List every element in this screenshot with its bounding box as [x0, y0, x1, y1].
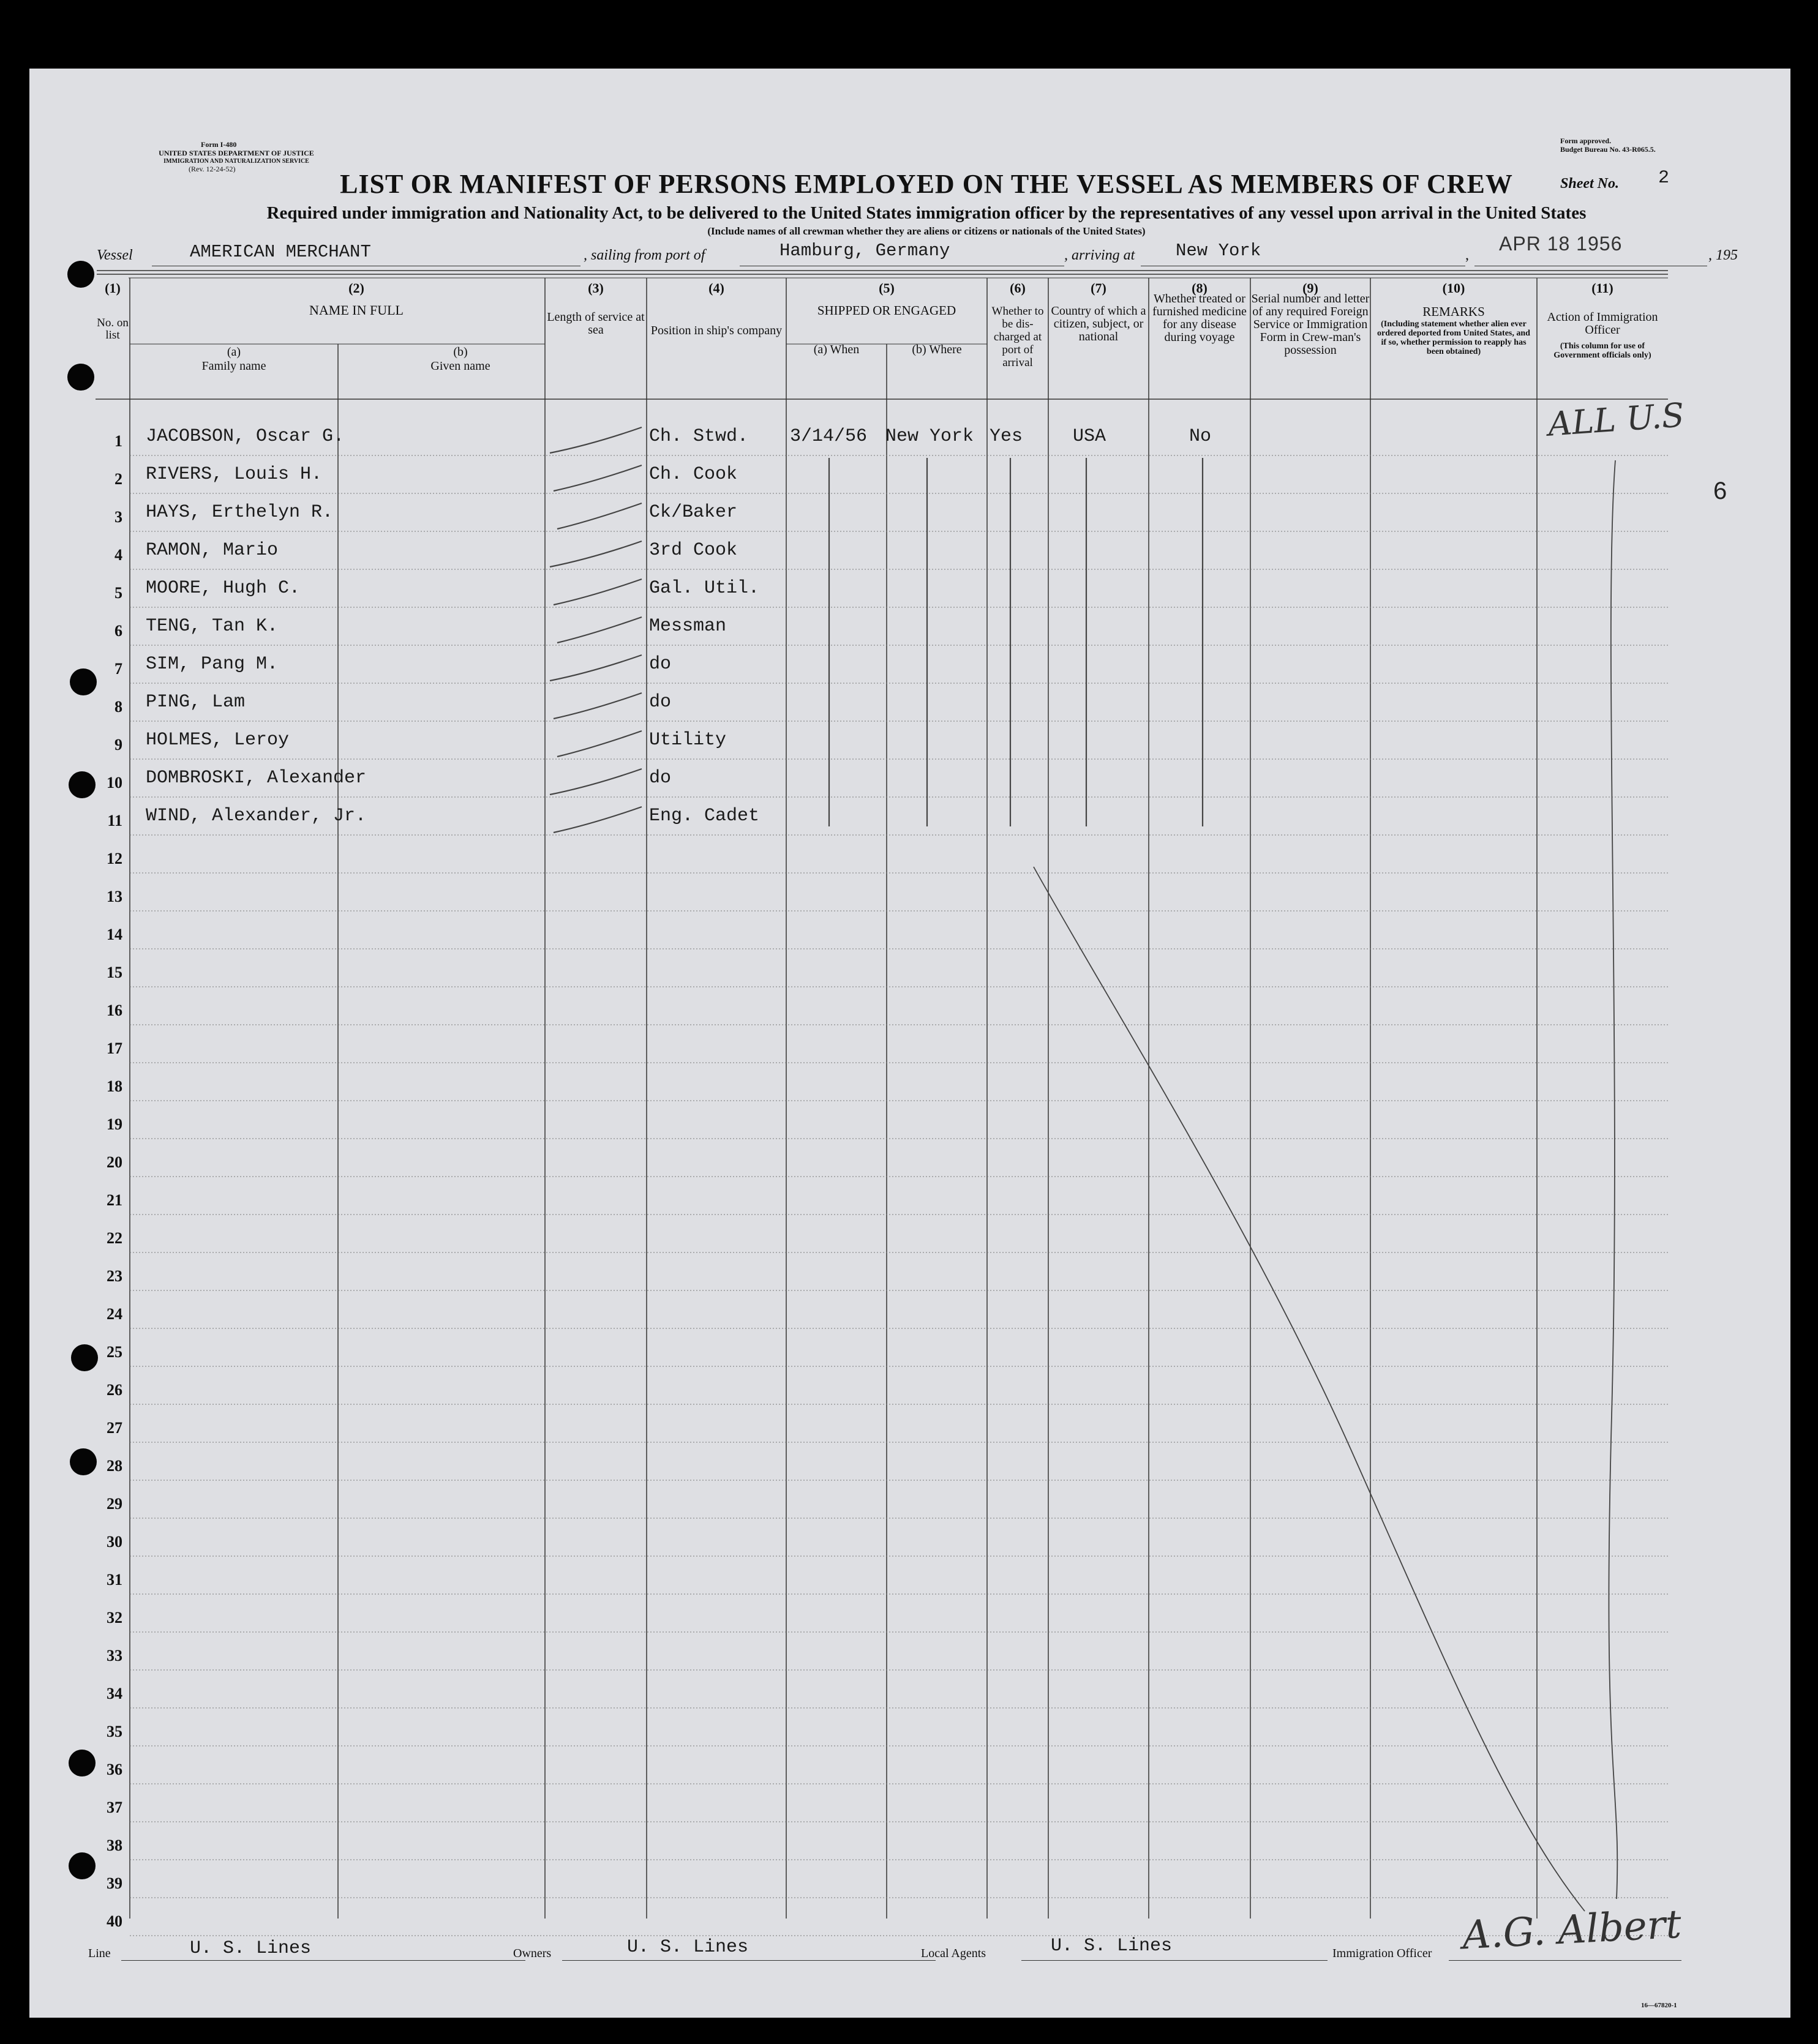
col11-num: (11)	[1591, 280, 1613, 296]
row-number: 37	[107, 1799, 122, 1816]
crew-name: MOORE, Hugh C.	[146, 578, 301, 599]
subtitle: Required under immigration and Nationality Act, to be delivered to the United States immigration officer by the representatives of any vessel upon arrival in the United States	[266, 203, 1587, 223]
col6-num: (6)	[1010, 280, 1026, 296]
col5b-head: (b) Where	[912, 343, 962, 356]
col11-note: (This column for use of Government officials only)	[1553, 342, 1651, 360]
row-number: 13	[107, 888, 122, 905]
row-number: 22	[107, 1229, 122, 1247]
crew-position: do	[649, 768, 672, 788]
row-number: 39	[107, 1874, 122, 1892]
crew-discharged: Yes	[990, 426, 1023, 447]
col2b-letter: (b)	[453, 345, 468, 359]
print-code: 16—67820-1	[1641, 2002, 1677, 2009]
row-number: 10	[107, 774, 122, 792]
row-number: 1	[115, 432, 122, 450]
row-number: 14	[107, 926, 122, 943]
owners-value: U. S. Lines	[627, 1937, 749, 1958]
row-number: 11	[107, 812, 122, 829]
vessel-value: AMERICAN MERCHANT	[190, 242, 371, 262]
immigration-officer-label: Immigration Officer	[1332, 1947, 1432, 1960]
crew-position: Ch. Cook	[649, 464, 738, 485]
crew-name: DOMBROSKI, Alexander	[146, 768, 367, 788]
col5-head: SHIPPED OR ENGAGED	[817, 303, 956, 318]
col2b-head: Given name	[430, 359, 490, 373]
punch-hole	[70, 1448, 97, 1475]
col2-head: NAME IN FULL	[309, 302, 404, 318]
row-number: 21	[107, 1191, 122, 1209]
year-prefix: , 195	[1708, 247, 1738, 263]
punch-hole	[70, 668, 97, 695]
crew-position: 3rd Cook	[649, 540, 738, 561]
row-number: 36	[107, 1761, 122, 1778]
row-number: 18	[107, 1077, 122, 1095]
row-number: 33	[107, 1647, 122, 1664]
row-number: 2	[115, 470, 122, 488]
crew-name: HOLMES, Leroy	[146, 730, 290, 751]
officer-signature: A.G. Albert	[1461, 1901, 1683, 1959]
row-number: 19	[107, 1115, 122, 1133]
col4-head: Position in ship's company	[650, 324, 783, 337]
row-number: 24	[107, 1305, 122, 1323]
row-number: 40	[107, 1912, 122, 1930]
form-approved: Form approved.	[1560, 137, 1612, 145]
crew-name: WIND, Alexander, Jr.	[146, 806, 367, 826]
vessel-label: Vessel	[97, 247, 133, 263]
row-number: 27	[107, 1419, 122, 1437]
row-number: 6	[115, 622, 122, 640]
col8-num: (8)	[1192, 280, 1208, 296]
sheet-no-value: 2	[1658, 168, 1670, 189]
row-number: 20	[107, 1153, 122, 1171]
manifest-sheet	[29, 69, 1790, 2018]
crew-when: 3/14/56	[790, 426, 868, 447]
crew-name: RIVERS, Louis H.	[146, 464, 323, 485]
col7-num: (7)	[1091, 280, 1106, 296]
row-number: 12	[107, 850, 122, 867]
row-number: 9	[115, 736, 122, 754]
col1-head: No. on list	[97, 316, 129, 342]
crew-treated: No	[1189, 426, 1212, 447]
row-number: 28	[107, 1457, 122, 1475]
handwritten-count: 6	[1713, 477, 1727, 504]
row-number: 34	[107, 1685, 122, 1702]
row-number: 23	[107, 1267, 122, 1285]
row-number: 25	[107, 1343, 122, 1361]
col8-head: Whether treated or furnished medicine for any disease during voyage	[1152, 292, 1247, 344]
row-number: 29	[107, 1495, 122, 1513]
row-number: 32	[107, 1609, 122, 1627]
budget-bureau: Budget Bureau No. 43-R065.5.	[1560, 145, 1656, 154]
crew-position: Ck/Baker	[649, 502, 738, 523]
row-number: 31	[107, 1571, 122, 1589]
col3-num: (3)	[588, 280, 604, 296]
department: UNITED STATES DEPARTMENT OF JUSTICE	[159, 149, 314, 157]
col5-num: (5)	[879, 280, 895, 296]
service: IMMIGRATION AND NATURALIZATION SERVICE	[163, 158, 309, 165]
row-number: 26	[107, 1381, 122, 1399]
owners-label: Owners	[513, 1947, 552, 1960]
arrival-date-stamp: APR 18 1956	[1499, 233, 1623, 255]
col2-num: (2)	[348, 280, 364, 296]
punch-hole	[69, 771, 96, 798]
crew-name: RAMON, Mario	[146, 540, 279, 561]
col9-head: Serial number and letter of any required Foreign Service or Immigration Form in Crew-man's possession	[1251, 292, 1370, 357]
crew-where: New York	[885, 426, 974, 447]
punch-hole	[69, 1852, 96, 1879]
local-agents-value: U. S. Lines	[1051, 1936, 1173, 1956]
crew-position: Utility	[649, 730, 727, 751]
page-title: LIST OR MANIFEST OF PERSONS EMPLOYED ON THE VESSEL AS MEMBERS OF CREW	[340, 169, 1513, 199]
local-agents-label: Local Agents	[921, 1947, 986, 1960]
crew-position: Ch. Stwd.	[649, 426, 749, 447]
row-number: 8	[115, 698, 122, 716]
arriving-port-value: New York	[1176, 241, 1261, 261]
comma: ,	[1465, 247, 1469, 263]
col5a-head: (a) When	[813, 343, 860, 356]
form-number: Form I-480	[201, 140, 237, 149]
col10-note: (Including statement whether alien ever ordered deported from United States, and if so, whether permission to reapply has been obtained)	[1377, 320, 1530, 356]
punch-hole	[67, 364, 94, 391]
row-number: 5	[115, 584, 122, 602]
crew-name: JACOBSON, Oscar G.	[146, 426, 345, 447]
crew-country: USA	[1073, 426, 1106, 447]
col4-num: (4)	[708, 280, 724, 296]
col6-head: Whether to be dis-charged at port of arrival	[991, 305, 1044, 369]
crew-position: Eng. Cadet	[649, 806, 760, 826]
row-number: 4	[115, 546, 122, 564]
row-number: 16	[107, 1001, 122, 1019]
crew-name: TENG, Tan K.	[146, 616, 279, 637]
col1-num: (1)	[105, 280, 121, 296]
punch-hole	[71, 1344, 98, 1371]
sailing-port-value: Hamburg, Germany	[779, 241, 950, 261]
revision: (Rev. 12-24-52)	[189, 165, 236, 173]
crew-position: Gal. Util.	[649, 578, 760, 599]
col2a-letter: (a)	[227, 345, 241, 359]
row-number: 38	[107, 1836, 122, 1854]
sheet-no-label: Sheet No.	[1560, 176, 1619, 192]
col9-num: (9)	[1302, 280, 1318, 296]
line-label: Line	[88, 1947, 111, 1960]
row-number: 17	[107, 1039, 122, 1057]
col11-head: Action of Immigration Officer	[1547, 310, 1658, 337]
punch-hole	[69, 1750, 96, 1776]
sailing-label: , sailing from port of	[584, 247, 705, 263]
row-number: 15	[107, 964, 122, 981]
crew-position: do	[649, 692, 672, 713]
arriving-label: , arriving at	[1064, 247, 1135, 263]
col3-head: Length of service at sea	[547, 310, 645, 337]
crew-name: PING, Lam	[146, 692, 246, 713]
crew-name: SIM, Pang M.	[146, 654, 279, 675]
col10-head: REMARKS	[1422, 304, 1485, 319]
line-value: U. S. Lines	[190, 1938, 312, 1959]
row-number: 30	[107, 1533, 122, 1551]
crew-position: Messman	[649, 616, 727, 637]
crew-position: do	[649, 654, 672, 675]
crew-name: HAYS, Erthelyn R.	[146, 502, 334, 523]
col7-head: Country of which a citizen, subject, or national	[1051, 304, 1146, 343]
handwritten-all-us: ALL U.S	[1547, 395, 1686, 444]
row-number: 7	[115, 660, 122, 678]
col2a-head: Family name	[201, 359, 266, 373]
include-note: (Include names of all crewman whether they are aliens or citizens or nationals of the United States)	[707, 225, 1146, 237]
punch-hole	[67, 261, 94, 288]
col10-num: (10)	[1442, 280, 1465, 296]
row-number: 3	[115, 508, 122, 526]
row-number: 35	[107, 1723, 122, 1740]
